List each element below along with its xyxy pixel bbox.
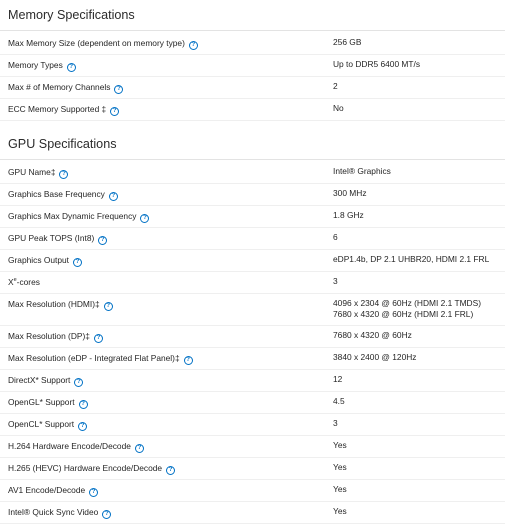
spec-label: Graphics Max Dynamic Frequency: [8, 211, 137, 221]
spec-value: 256 GB: [333, 37, 362, 47]
spec-value: 2: [333, 81, 338, 91]
gpu-section-divider: [0, 159, 505, 160]
help-icon[interactable]: ?: [184, 356, 193, 365]
spec-label: OpenGL* Support: [8, 397, 75, 407]
spec-row-ecc-memory: [0, 99, 505, 121]
spec-value: [333, 298, 481, 320]
spec-label: ECC Memory Supported ‡: [8, 104, 107, 114]
spec-row-graphics-base-frequency: [0, 184, 505, 206]
spec-row-opencl-support: [0, 414, 505, 436]
help-icon[interactable]: ?: [94, 334, 103, 343]
spec-row-opengl-support: [0, 392, 505, 414]
spec-row-av1-encode-decode: [0, 480, 505, 502]
spec-label: Max Memory Size (dependent on memory type): [8, 38, 185, 48]
help-icon[interactable]: ?: [59, 170, 68, 179]
spec-label: Graphics Base Frequency: [8, 189, 105, 199]
spec-row-memory-types: [0, 55, 505, 77]
spec-value: Yes: [333, 440, 347, 450]
spec-value: No: [333, 103, 344, 113]
help-icon[interactable]: ?: [189, 41, 198, 50]
spec-row-directx-support: [0, 370, 505, 392]
help-icon[interactable]: ?: [140, 214, 149, 223]
spec-value: Intel® Graphics: [333, 166, 391, 176]
help-icon[interactable]: ?: [79, 400, 88, 409]
help-icon[interactable]: ?: [109, 192, 118, 201]
spec-value: 7680 x 4320 @ 60Hz: [333, 330, 412, 340]
spec-label-prefix: X: [8, 277, 14, 287]
spec-label: AV1 Encode/Decode: [8, 485, 86, 495]
help-icon[interactable]: ?: [73, 258, 82, 267]
help-icon[interactable]: ?: [67, 63, 76, 72]
spec-label-superscript: e: [13, 277, 17, 284]
memory-section-title: Memory Specifications: [8, 8, 135, 22]
spec-label: DirectX* Support: [8, 375, 71, 385]
spec-label: GPU Peak TOPS (Int8): [8, 233, 95, 243]
spec-value: 1.8 GHz: [333, 210, 364, 220]
spec-label-suffix: -cores: [16, 277, 40, 287]
help-icon[interactable]: ?: [135, 444, 144, 453]
gpu-section-title: GPU Specifications: [8, 137, 117, 151]
spec-row-graphics-max-frequency: [0, 206, 505, 228]
spec-value: Yes: [333, 506, 347, 516]
spec-label: Max Resolution (eDP - Integrated Flat Panel)‡: [8, 353, 180, 363]
spec-label: Max # of Memory Channels: [8, 82, 111, 92]
spec-value: Yes: [333, 462, 347, 472]
help-icon[interactable]: ?: [78, 422, 87, 431]
gpu-spec-list: [0, 162, 505, 524]
spec-label: Memory Types: [8, 60, 63, 70]
spec-label: Max Resolution (DP)‡: [8, 331, 90, 341]
memory-section: [0, 0, 505, 121]
spec-label: H.264 Hardware Encode/Decode: [8, 441, 131, 451]
help-icon[interactable]: ?: [114, 85, 123, 94]
spec-row-xe-cores: [0, 272, 505, 294]
spec-value: eDP1.4b, DP 2.1 UHBR20, HDMI 2.1 FRL: [333, 254, 490, 264]
spec-value: 300 MHz: [333, 188, 367, 198]
spec-value: 3840 x 2400 @ 120Hz: [333, 352, 417, 362]
spec-row-max-resolution-dp: [0, 326, 505, 348]
spec-label: Max Resolution (HDMI)‡: [8, 299, 100, 309]
spec-value: Up to DDR5 6400 MT/s: [333, 59, 421, 69]
spec-label: H.265 (HEVC) Hardware Encode/Decode: [8, 463, 163, 473]
memory-section-divider: [0, 30, 505, 31]
spec-row-h265-encode-decode: [0, 458, 505, 480]
spec-value: 12: [333, 374, 343, 384]
help-icon[interactable]: ?: [102, 510, 111, 519]
spec-row-max-resolution-edp: [0, 348, 505, 370]
spec-row-quick-sync-video: [0, 502, 505, 524]
spec-row-max-memory-size: [0, 33, 505, 55]
spec-label: OpenCL* Support: [8, 419, 75, 429]
spec-row-memory-channels: [0, 77, 505, 99]
spec-value: 4.5: [333, 396, 345, 406]
help-icon[interactable]: ?: [98, 236, 107, 245]
spec-label: Graphics Output: [8, 255, 69, 265]
spec-value: 6: [333, 232, 338, 242]
spec-value-line: 4096 x 2304 @ 60Hz (HDMI 2.1 TMDS): [333, 298, 481, 308]
spec-row-h264-encode-decode: [0, 436, 505, 458]
help-icon[interactable]: ?: [89, 488, 98, 497]
gpu-section: [0, 121, 505, 524]
help-icon[interactable]: ?: [110, 107, 119, 116]
spec-row-gpu-peak-tops: [0, 228, 505, 250]
spec-value: 3: [333, 276, 338, 286]
help-icon[interactable]: ?: [104, 302, 113, 311]
spec-row-max-resolution-hdmi: [0, 294, 505, 326]
help-icon[interactable]: ?: [74, 378, 83, 387]
spec-value: Yes: [333, 484, 347, 494]
spec-value-line: 7680 x 4320 @ 60Hz (HDMI 2.1 FRL): [333, 309, 474, 319]
spec-row-gpu-name: [0, 162, 505, 184]
spec-value: 3: [333, 418, 338, 428]
spec-label: GPU Name‡: [8, 167, 56, 177]
spec-row-graphics-output: [0, 250, 505, 272]
help-icon[interactable]: ?: [166, 466, 175, 475]
spec-label: Intel® Quick Sync Video: [8, 507, 99, 517]
memory-spec-list: [0, 33, 505, 121]
